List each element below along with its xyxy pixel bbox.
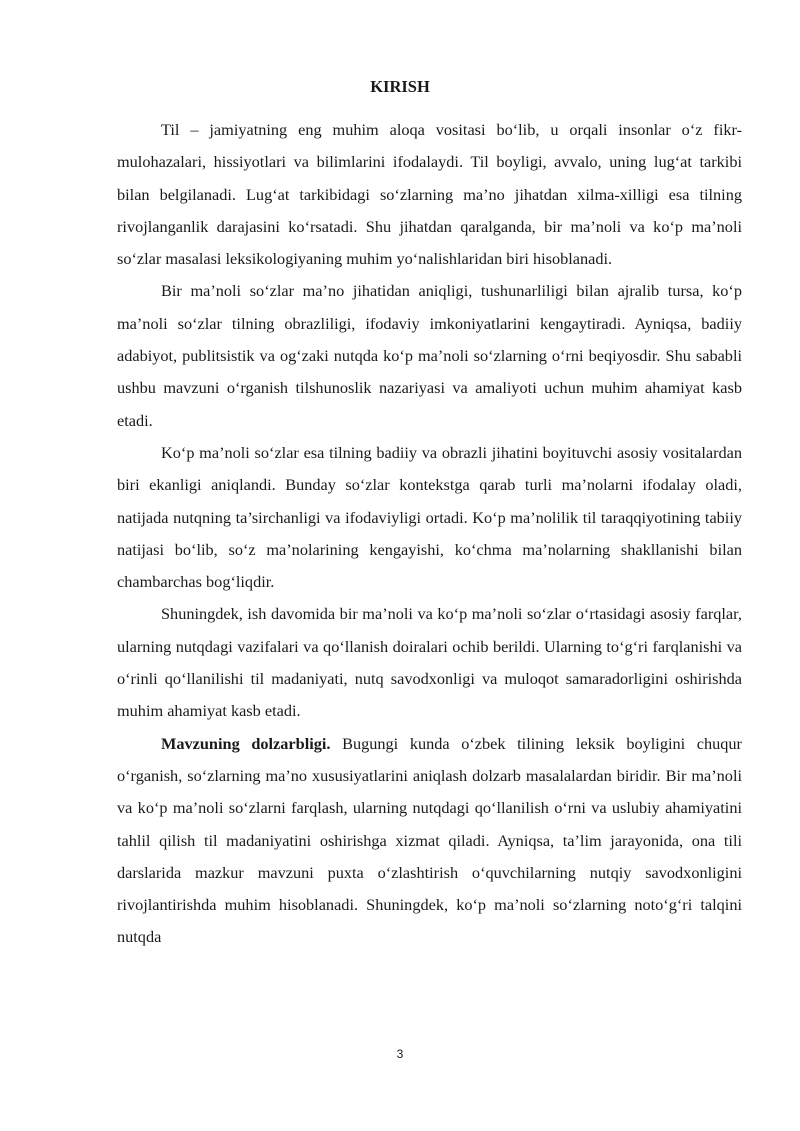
paragraph-5	[117, 728, 742, 954]
paragraph-5-lead: Mavzuning dolzarbligi.	[161, 733, 331, 753]
paragraph-1-text: Til – jamiyatning eng muhim aloqa vositasi bo‘lib, u orqali insonlar o‘z fikr-mulohazalari, hissiyotlari va bilimlarini ifodalaydi. Til boyligi, avvalo, uning lug‘at tarkibi bilan belgilanadi. Lug‘at tarkibidagi so‘zlarning ma’no jihatdan xilma-xilligi esa tilning rivojlanganlik darajasini ko‘rsatadi. Shu jihatdan qaralganda, bir ma’noli va ko‘p ma’noli so‘zlar masalasi leksikologiyaning muhim yo‘nalishlaridan biri hisoblanadi.	[117, 120, 742, 269]
paragraph-4	[117, 598, 742, 727]
page-number: 3	[396, 1047, 404, 1061]
body-text	[117, 114, 742, 954]
paragraph-2	[117, 275, 742, 436]
paragraph-4-text: Shuningdek, ish davomida bir ma’noli va ko‘p ma’noli so‘zlar o‘rtasidagi asosiy farqlar, ularning nutqdagi vazifalari va qo‘llanish doiralari ochib berildi. Ularning to‘g‘ri farqlanishi va o‘rinli qo‘llanilishi til madaniyati, nutq savodxonligi va muloqot samaradorligini oshirishda muhim ahamiyat kasb etadi.	[117, 604, 742, 721]
paragraph-1	[117, 114, 742, 275]
paragraph-3	[117, 437, 742, 598]
paragraph-3-text: Ko‘p ma’noli so‘zlar esa tilning badiiy va obrazli jihatini boyituvchi asosiy vositalardan biri ekanligi aniqlandi. Bunday so‘zlar kontekstga qarab turli ma’nolarni ifodalay oladi, natijada nutqning ta’sirchanligi va ifodaviyligi ortadi. Ko‘p ma’nolilik til taraqqiyotining tabiiy natijasi bo‘lib, so‘z ma’nolarining kengayishi, ko‘chma ma’nolarning shakllanishi bilan chambarchas bog‘liqdir.	[117, 442, 742, 592]
paragraph-2-text: Bir ma’noli so‘zlar ma’no jihatidan aniqligi, tushunarliligi bilan ajralib tursa, ko‘p ma’noli so‘zlar tilning obrazliligi, ifodaviy imkoniyatlarini kengaytiradi. Ayniqsa, badiiy adabiyot, publitsistik va og‘zaki nutqda ko‘p ma’noli so‘zlarning o‘rni beqiyosdir. Shu sababli ushbu mavzuni o‘rganish tilshunoslik nazariyasi va amaliyoti uchun muhim ahamiyat kasb etadi.	[117, 281, 742, 430]
section-title: KIRISH	[370, 77, 430, 96]
paragraph-5-text: Bugungi kunda o‘zbek tilining leksik boyligini chuqur o‘rganish, so‘zlarning ma’no xususiyatlarini aniqlash dolzarb masalalardan biridir. Bir ma’noli va ko‘p ma’noli so‘zlarni farqlash, ularning nutqdagi qo‘llanilish o‘rni va uslubiy ahamiyatini tahlil qilish til madaniyatini oshirishga xizmat qiladi. Ayniqsa, ta’lim jarayonida, ona tili darslarida mazkur mavzuni puxta o‘zlashtirish o‘quvchilarning nutqiy savodxonligini rivojlantirishda muhim hisoblanadi. Shuningdek, ko‘p ma’noli so‘zlarning noto‘g‘ri talqini nutqda	[117, 733, 742, 947]
